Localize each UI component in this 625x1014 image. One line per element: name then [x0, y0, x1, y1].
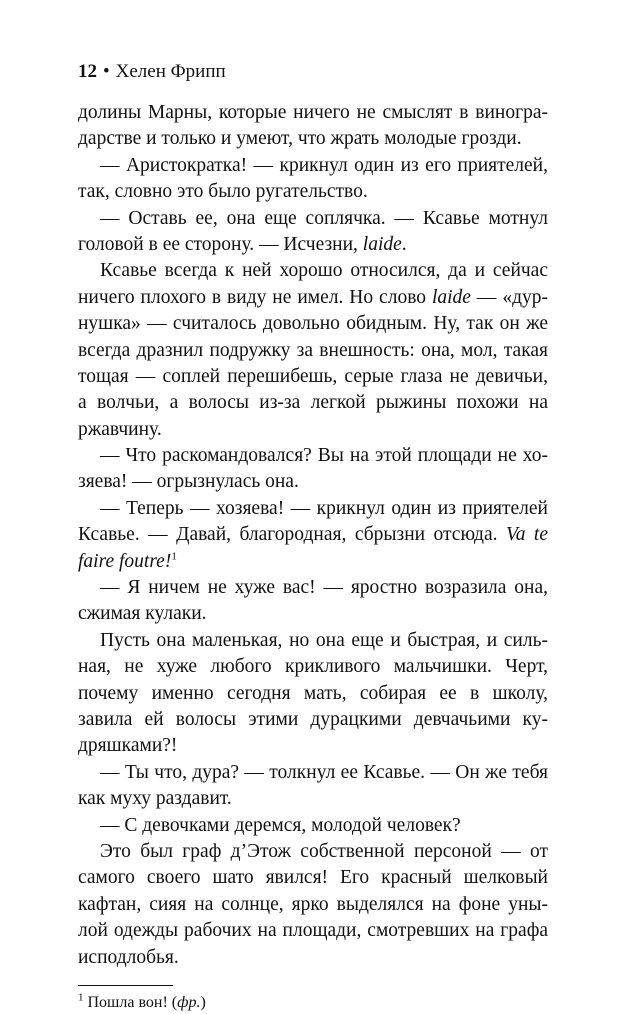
line-text: как муху раздавит. — [78, 788, 232, 810]
text-line — [78, 549, 548, 575]
text-line — [78, 443, 548, 469]
text-line — [78, 918, 548, 944]
text-line — [78, 681, 548, 707]
line-text: — Аристократка! — крикнул один из его приятелей, — [100, 154, 548, 176]
line-text: — Теперь — хозяева! — крикнул один из приятелей — [100, 497, 548, 519]
header-separator: • — [103, 61, 110, 82]
line-text: зяева! — огрызнулась она. — [78, 471, 299, 493]
text-line — [78, 760, 548, 786]
text-line — [78, 865, 548, 891]
text-line — [78, 733, 548, 759]
line-text: Это был граф д’Этож собственной персоной — от — [100, 840, 548, 862]
text-line — [78, 496, 548, 522]
line-text: ничего плохого в виду не имел. Но слово laide — «дур- — [78, 286, 548, 308]
line-text: faire foutre! — [78, 550, 172, 572]
text-line — [78, 100, 548, 126]
line-text: а волчьи, а волосы из-за легкой рыжины похожи на — [78, 392, 548, 414]
line-text: долины Марны, которые ничего не смыслят в виногра- — [78, 102, 548, 123]
text-line — [78, 892, 548, 918]
line-text: лой одежды рабочих на площади, смотревших на графа — [78, 920, 548, 942]
line-text: — Оставь ее, она еще соплячка. — Ксавье мотнул — [100, 207, 548, 229]
text-line — [78, 575, 548, 601]
line-text: — Я ничем не хуже вас! — яростно возразила она, — [100, 577, 548, 599]
text-line — [78, 179, 548, 205]
line-text: исподлобья. — [78, 946, 179, 968]
line-text: тощая — соплей перешибешь, серые глаза не девичьи, — [78, 365, 548, 387]
line-text: сжимая кулаки. — [78, 603, 207, 625]
text-line — [78, 258, 548, 284]
text-line — [78, 338, 548, 364]
text-line — [78, 417, 548, 443]
footnote-marker: 1 — [78, 991, 84, 1004]
text-line — [78, 786, 548, 812]
footnote-text: Пошла вон! (фр.) — [87, 993, 206, 1011]
line-text: — Что раскомандовался? Вы на этой площади не хо- — [100, 445, 548, 467]
line-text: — Ты что, дура? — толкнул ее Ксавье. — Он же тебя — [100, 761, 548, 783]
running-header — [78, 60, 548, 84]
text-line — [78, 522, 548, 548]
text-line — [78, 153, 548, 179]
text-line — [78, 628, 548, 654]
text-line — [78, 285, 548, 311]
footnote-divider — [78, 985, 173, 986]
line-text: самого своего шато явился! Его красный шелковый — [78, 867, 548, 889]
author-name: Хелен Фрипп — [115, 61, 226, 82]
footnote-reference: 1 — [171, 550, 177, 563]
line-text: Ксавье. — Давай, благородная, сбрызни отсюда. Va te — [78, 524, 548, 546]
line-text: нушка» — считалось довольно обидным. Ну, так он же — [78, 313, 548, 335]
text-line — [78, 311, 548, 337]
line-text: ржавчину. — [78, 418, 162, 440]
line-text: дряшками?! — [78, 735, 178, 757]
line-text: головой в ее сторону. — Исчезни, laide. — [78, 233, 407, 255]
line-text: кафтан, сияя на солнце, ярко выделялся на фоне уны- — [78, 893, 548, 915]
line-text: так, словно это было ругательство. — [78, 181, 368, 203]
line-text: завила ей волосы этими дурацкими девчачьими ку- — [78, 708, 548, 730]
book-page — [78, 60, 548, 1014]
text-line — [78, 206, 548, 232]
line-text: Ксавье всегда к ней хорошо относился, да и сейчас — [100, 260, 548, 282]
body-text — [78, 100, 548, 971]
text-line — [78, 945, 548, 971]
line-text: почему именно сегодня мать, собирая ее в школу, — [78, 682, 548, 704]
line-text: Пусть она маленькая, но она еще и быстрая, и силь- — [100, 629, 548, 651]
line-text: ная, не хуже любого крикливого мальчишки. Черт, — [78, 656, 548, 678]
text-line — [78, 839, 548, 865]
text-line — [78, 654, 548, 680]
footnote — [78, 992, 548, 1014]
text-line — [78, 390, 548, 416]
text-line — [78, 707, 548, 733]
line-text: дарстве и только и умеют, что жрать молодые грозди. — [78, 128, 522, 150]
page-number: 12 — [78, 61, 97, 82]
line-text: всегда дразнил подружку за внешность: она, мол, такая — [78, 339, 548, 361]
text-line — [78, 126, 548, 152]
text-line — [78, 813, 548, 839]
line-text: — С девочками деремся, молодой человек? — [100, 814, 461, 836]
text-line — [78, 469, 548, 495]
text-line — [78, 364, 548, 390]
text-line — [78, 601, 548, 627]
text-line — [78, 232, 548, 258]
